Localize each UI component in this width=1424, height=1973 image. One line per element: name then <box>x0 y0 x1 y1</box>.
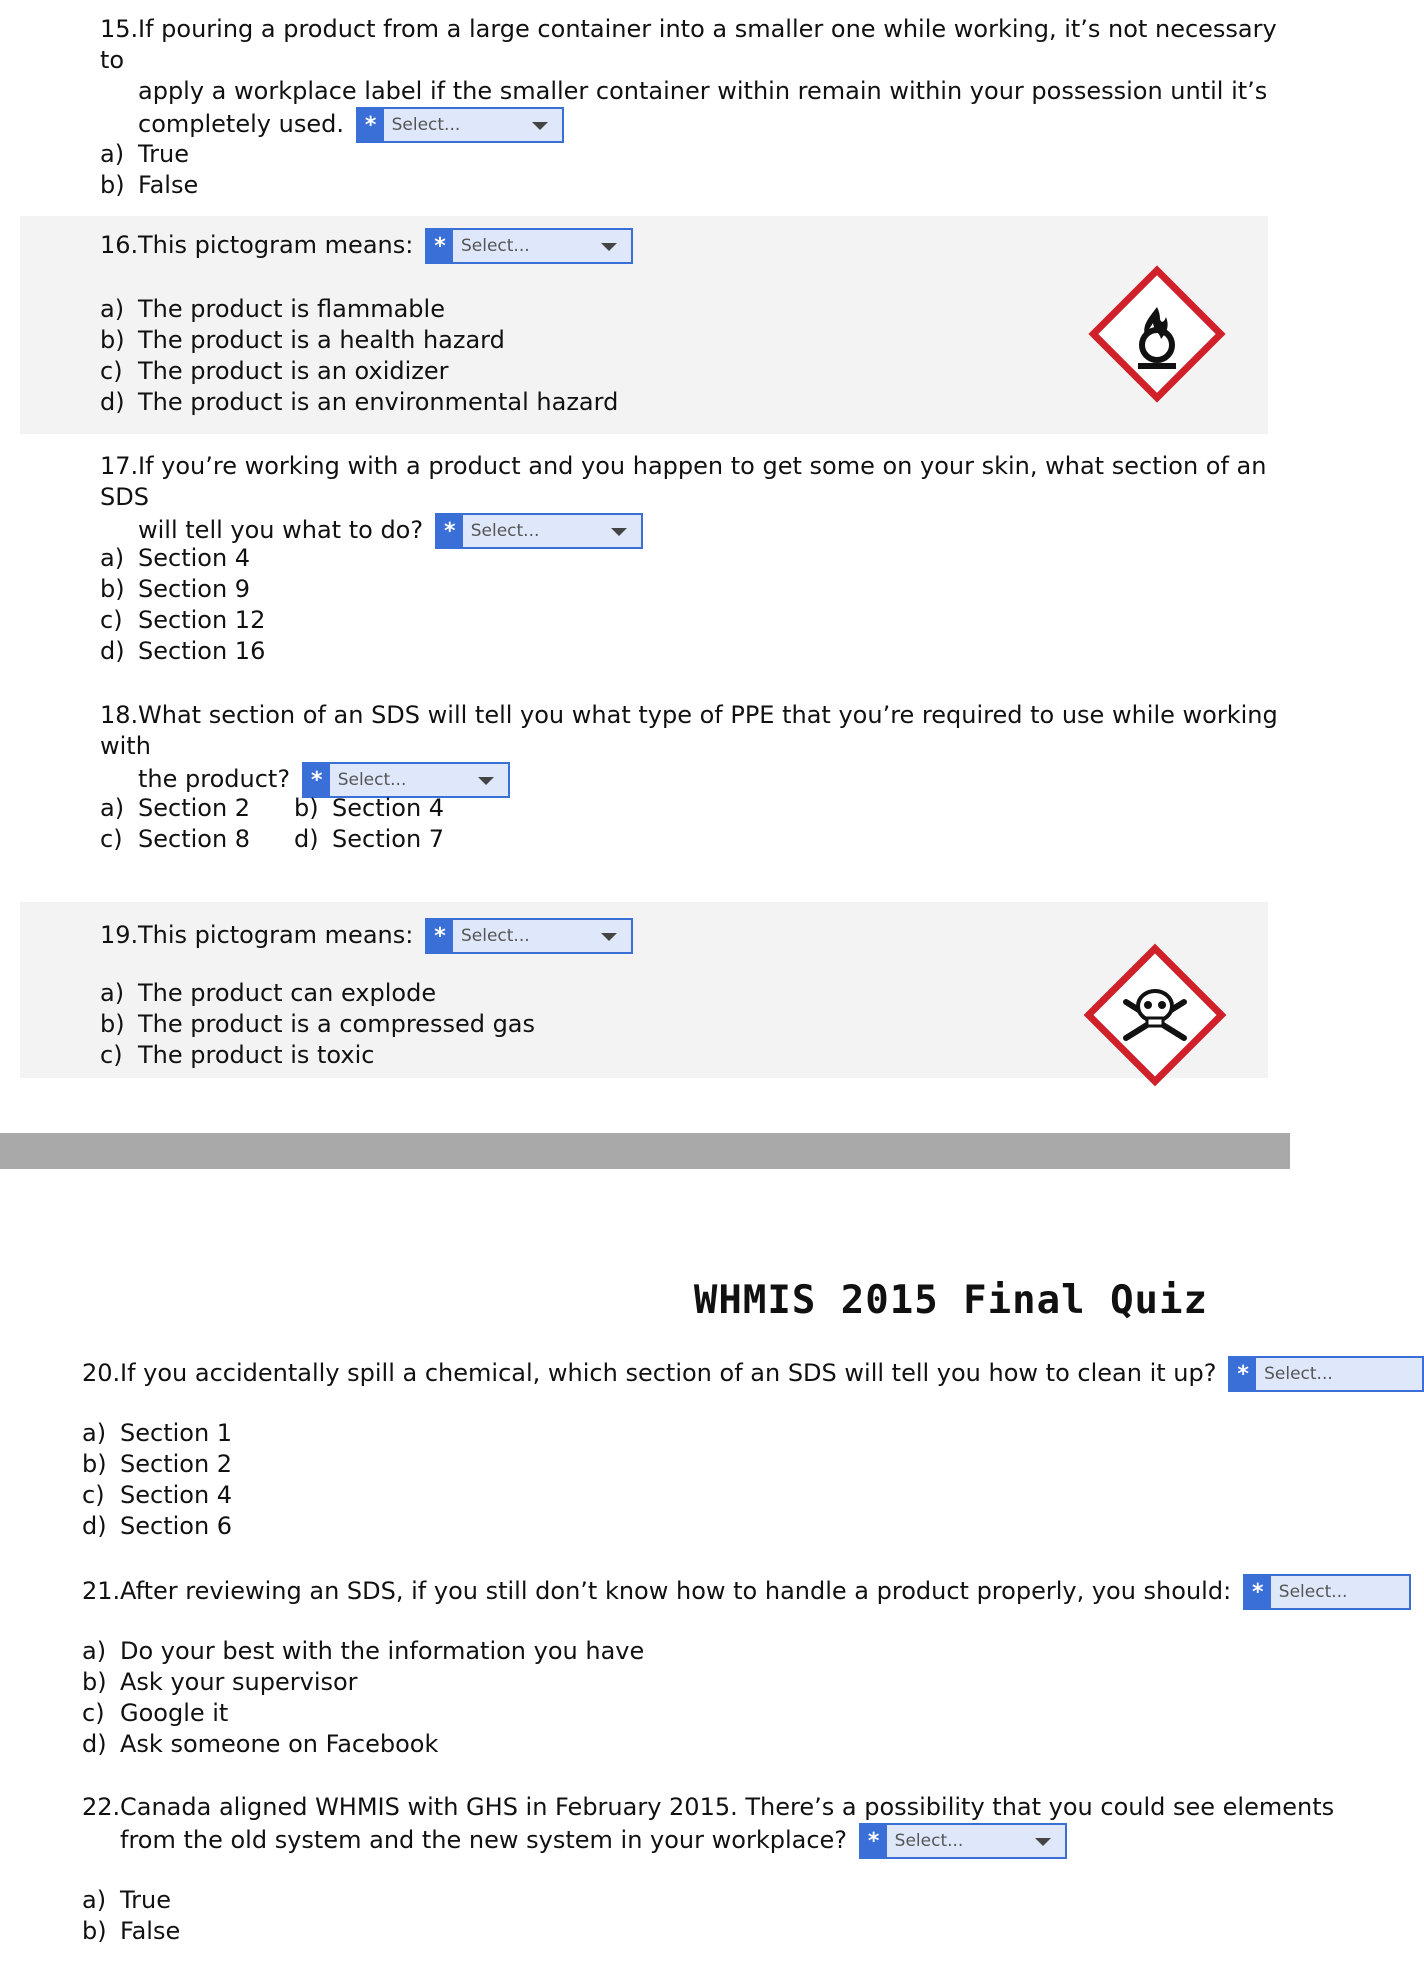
options-q16 <box>100 294 618 418</box>
answer-select-q16[interactable] <box>425 228 633 264</box>
options-q19 <box>100 978 535 1071</box>
option-item: b) Section 9 <box>100 575 251 603</box>
required-asterisk-icon: * <box>304 764 330 796</box>
options-q17 <box>100 543 265 667</box>
question-text: After reviewing an SDS, if you still don’t know how to handle a product properly, you should: <box>120 1577 1232 1605</box>
options-q21 <box>82 1636 644 1760</box>
flame-over-circle-icon <box>1090 267 1224 401</box>
chevron-down-icon <box>611 528 627 536</box>
required-asterisk-icon: * <box>358 109 384 141</box>
skull-and-crossbones-icon <box>1084 944 1226 1086</box>
options-q20 <box>82 1418 232 1542</box>
required-asterisk-icon: * <box>1230 1358 1256 1390</box>
chevron-down-icon <box>1035 1838 1051 1846</box>
question-number: 21. <box>82 1577 121 1605</box>
page-title: WHMIS 2015 Final Quiz <box>693 1278 1208 1323</box>
option-item: b) Section 4 <box>294 794 445 822</box>
question-text: If you accidentally spill a chemical, which section of an SDS will tell you how to clean it up? <box>120 1359 1217 1387</box>
option-item: c) Section 4 <box>82 1481 233 1509</box>
required-asterisk-icon: * <box>861 1825 887 1857</box>
select-placeholder: Select... <box>460 235 530 256</box>
option-item: c) Section 12 <box>100 606 266 634</box>
question-21 <box>82 1574 1411 1610</box>
option-item: a) Section 4 <box>100 544 251 572</box>
option-item: d) Section 16 <box>100 637 266 665</box>
options-q22 <box>82 1885 180 1947</box>
question-number: 17. <box>100 452 139 480</box>
option-item: d) Section 7 <box>294 825 445 853</box>
select-placeholder: Select... <box>894 1830 964 1851</box>
question-text: This pictogram means: <box>138 921 414 949</box>
question-16 <box>100 228 633 264</box>
question-text-line3: completely used. <box>138 110 344 138</box>
option-item: c) The product is an oxidizer <box>100 357 449 385</box>
question-18 <box>100 700 1290 798</box>
required-asterisk-icon: * <box>1245 1576 1271 1608</box>
option-item: a) True <box>100 140 189 168</box>
chevron-down-icon <box>601 243 617 251</box>
option-item: a) Section 1 <box>82 1419 233 1447</box>
question-text-line2: apply a workplace label if the smaller container within remain within your possession until it’s <box>138 77 1268 105</box>
option-item: d) Ask someone on Facebook <box>82 1730 439 1758</box>
option-item: c) Google it <box>82 1699 229 1727</box>
option-item: b) Section 2 <box>82 1450 233 1478</box>
option-item: b) The product is a health hazard <box>100 326 505 354</box>
required-asterisk-icon: * <box>427 230 453 262</box>
option-item: d) Section 6 <box>82 1512 233 1540</box>
required-asterisk-icon: * <box>427 920 453 952</box>
chevron-down-icon <box>532 122 548 130</box>
select-placeholder: Select... <box>391 114 461 135</box>
option-item: b) False <box>82 1917 181 1945</box>
required-asterisk-icon: * <box>437 515 463 547</box>
option-item: a) The product can explode <box>100 979 437 1007</box>
answer-select-q15[interactable] <box>356 107 564 143</box>
options-q18-column2 <box>294 793 444 855</box>
options-q15 <box>100 139 198 201</box>
option-item: a) Do your best with the information you have <box>82 1637 645 1665</box>
question-number: 22. <box>82 1793 121 1821</box>
question-text-line2: from the old system and the new system in your workplace? <box>120 1826 848 1854</box>
option-item: a) Section 2 <box>100 794 251 822</box>
option-item: d) The product is an environmental hazard <box>100 388 619 416</box>
question-text-line2: will tell you what to do? <box>138 516 424 544</box>
question-text-line1: If pouring a product from a large container into a smaller one while working, it’s not necessary to <box>100 15 1277 74</box>
question-number: 19. <box>100 921 139 949</box>
question-15 <box>100 14 1290 143</box>
question-text-line2: the product? <box>138 765 291 793</box>
answer-select-q22[interactable] <box>859 1823 1067 1859</box>
question-number: 15. <box>100 15 139 43</box>
chevron-down-icon <box>601 933 617 941</box>
question-number: 20. <box>82 1359 121 1387</box>
question-20 <box>82 1356 1424 1392</box>
answer-select-q21[interactable] <box>1243 1574 1411 1610</box>
option-item: b) The product is a compressed gas <box>100 1010 536 1038</box>
question-22 <box>82 1792 1334 1859</box>
options-q18 <box>100 793 250 855</box>
option-item: c) The product is toxic <box>100 1041 375 1069</box>
question-number: 16. <box>100 231 139 259</box>
page-separator <box>0 1133 1290 1169</box>
answer-select-q17[interactable] <box>435 513 643 549</box>
select-placeholder: Select... <box>1278 1581 1348 1602</box>
answer-select-q19[interactable] <box>425 918 633 954</box>
question-text: This pictogram means: <box>138 231 414 259</box>
chevron-down-icon <box>478 777 494 785</box>
select-placeholder: Select... <box>1264 1363 1333 1384</box>
select-placeholder: Select... <box>460 925 530 946</box>
select-placeholder: Select... <box>337 769 407 790</box>
answer-select-q20[interactable] <box>1228 1356 1424 1392</box>
question-text-line1: Canada aligned WHMIS with GHS in February 2015. There’s a possibility that you could see elements <box>120 1793 1335 1821</box>
option-item: a) True <box>82 1886 171 1914</box>
question-text-line1: What section of an SDS will tell you what type of PPE that you’re required to use while working with <box>100 701 1278 760</box>
question-number: 18. <box>100 701 139 729</box>
option-item: c) Section 8 <box>100 825 251 853</box>
question-17 <box>100 451 1290 549</box>
question-19 <box>100 918 633 954</box>
question-text-line1: If you’re working with a product and you happen to get some on your skin, what section of an SDS <box>100 452 1267 511</box>
option-item: b) False <box>100 171 199 199</box>
option-item: a) The product is flammable <box>100 295 445 323</box>
select-placeholder: Select... <box>470 520 540 541</box>
option-item: b) Ask your supervisor <box>82 1668 358 1696</box>
